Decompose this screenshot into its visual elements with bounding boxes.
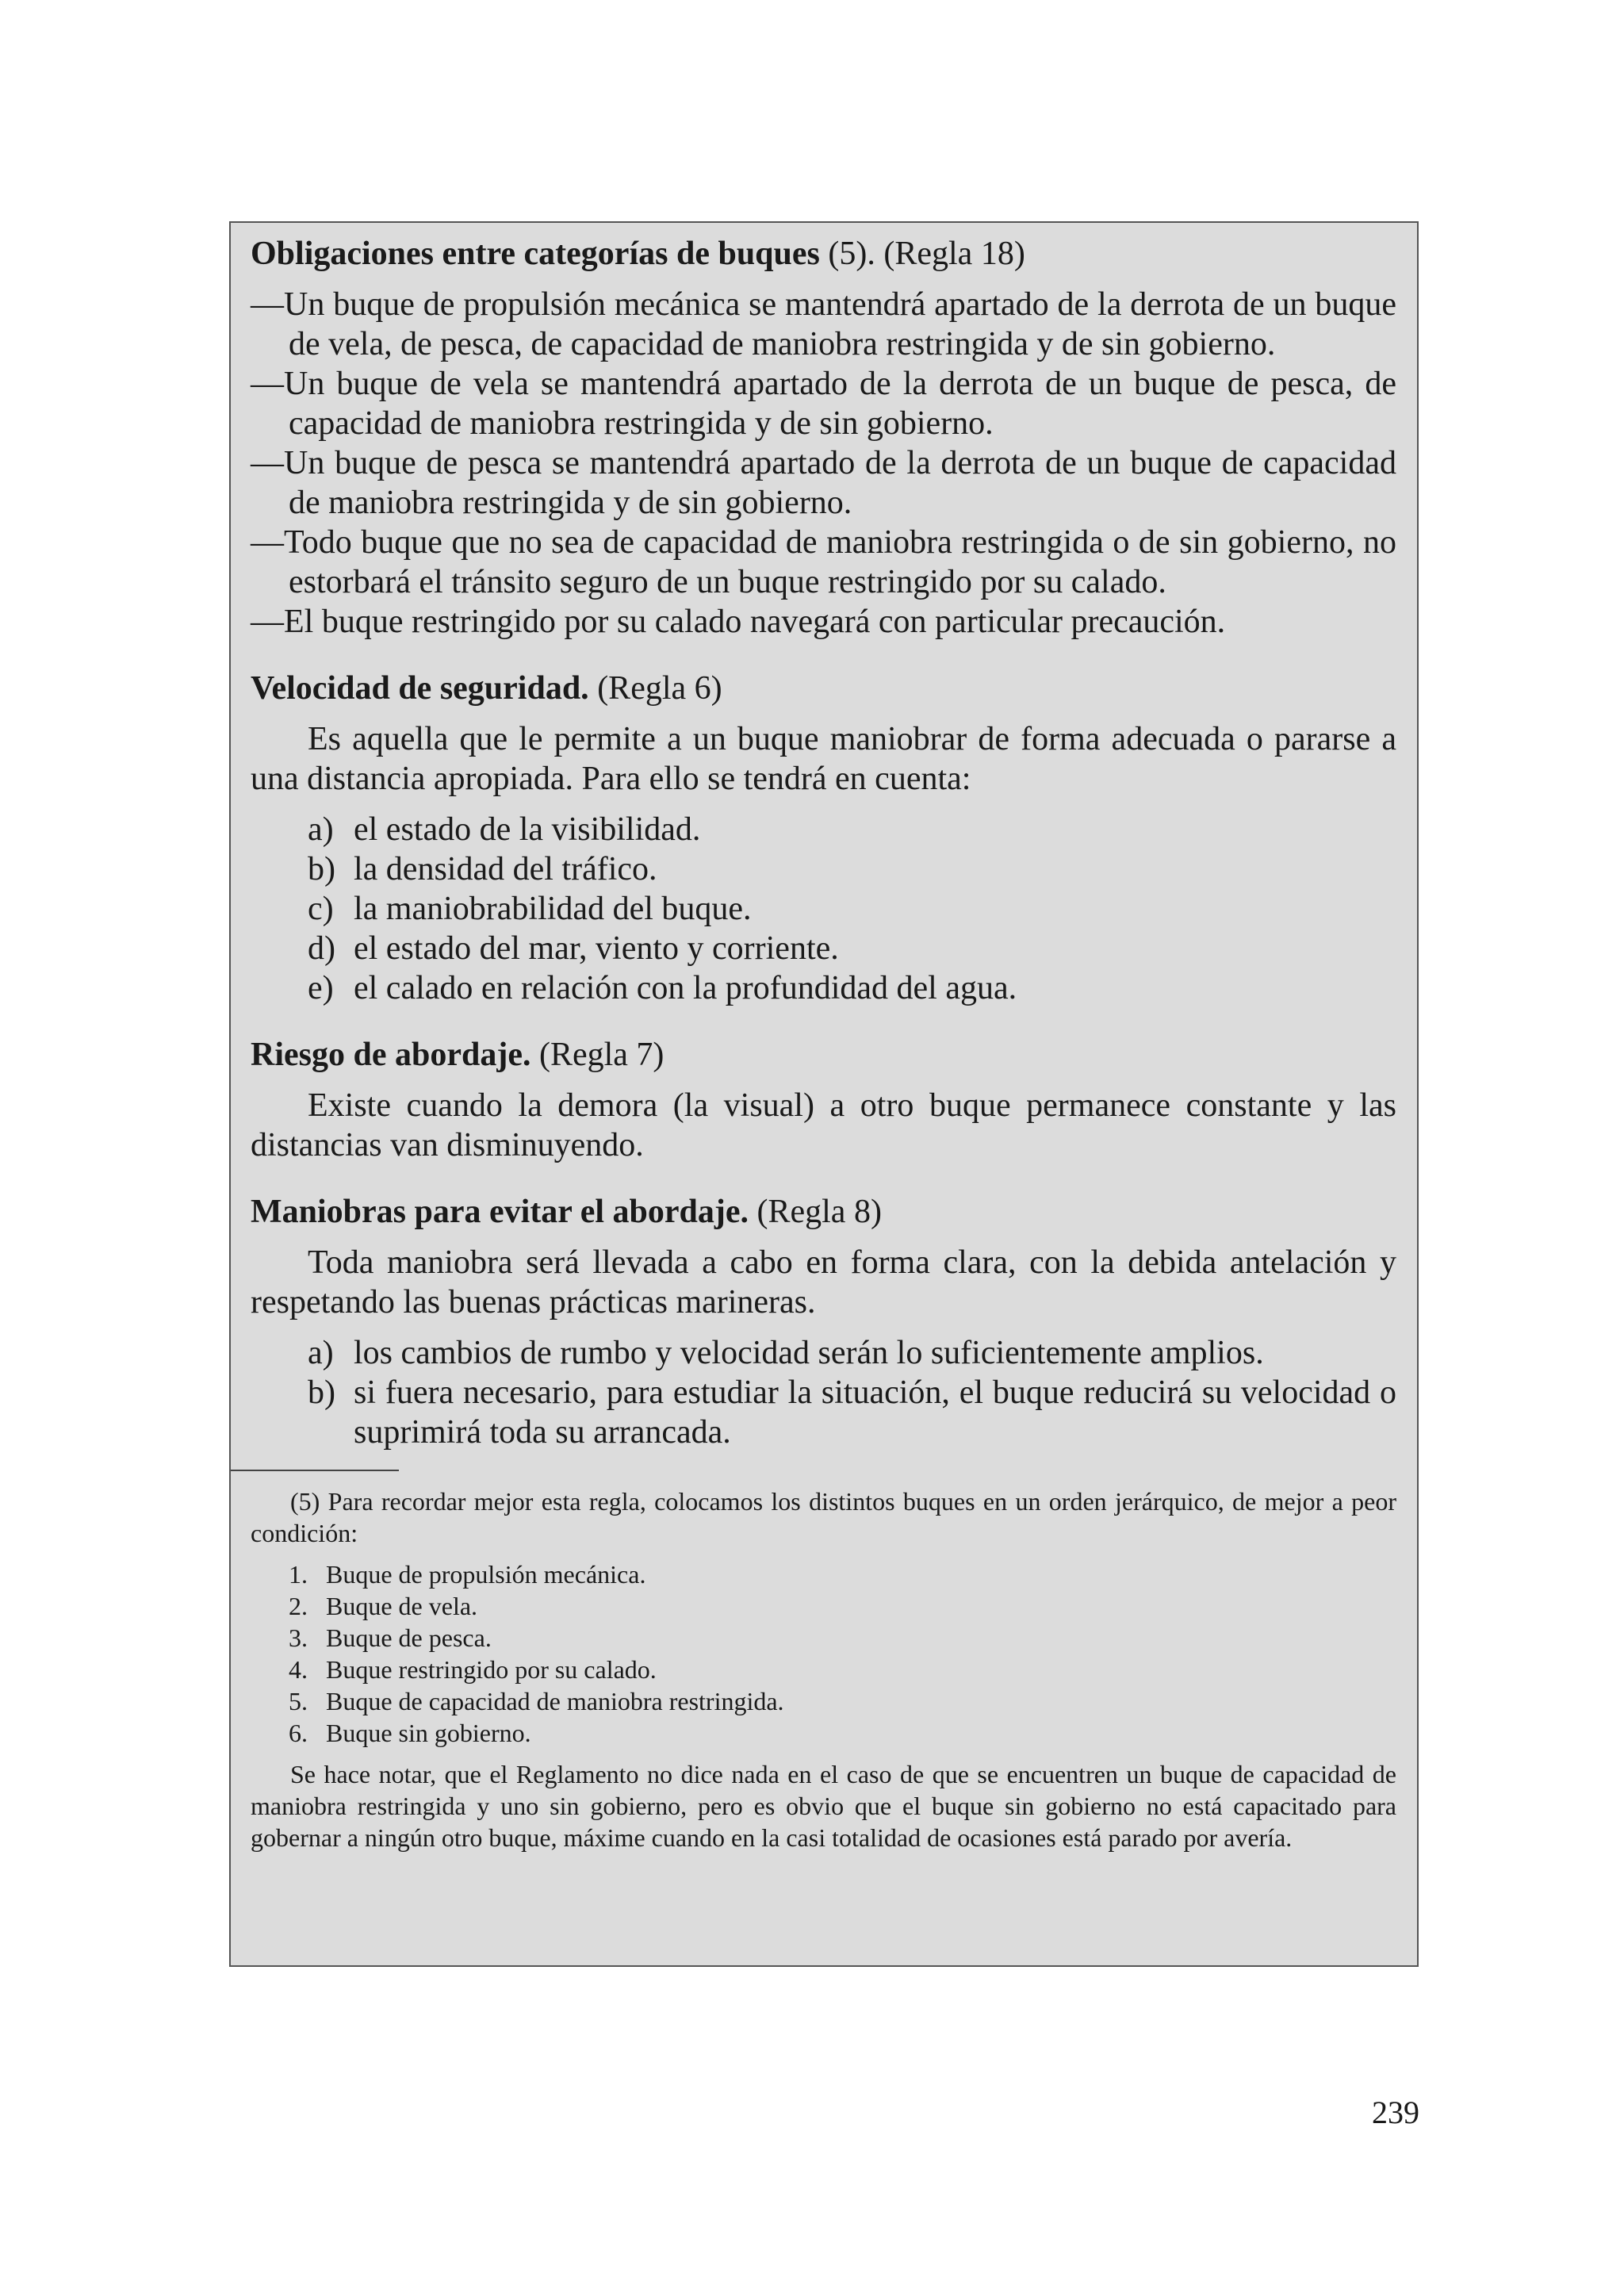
list-item <box>251 1717 1396 1749</box>
content-box <box>229 221 1419 1967</box>
list-item <box>251 810 1396 849</box>
footnote-closing: Se hace notar, que el Reglamento no dice nada en el caso de que se encuentren un buque de capacidad de maniobra restringida y uno sin gobierno, pero es obvio que el buque sin gobierno no está capacitado para gobernar a ningún otro buque, máxime cuando en la casi totalidad de ocasiones está parado por avería. <box>251 1760 1396 1852</box>
list-marker: a) <box>308 811 334 848</box>
list-item <box>251 849 1396 889</box>
list-text: Buque restringido por su calado. <box>326 1655 657 1684</box>
footnote-intro: (5) Para recordar mejor esta regla, colocamos los distintos buques en un orden jerárquico, de mejor a peor condición: <box>251 1487 1396 1547</box>
list-marker: 1. <box>289 1560 308 1589</box>
list-item: —Un buque de pesca se mantendrá apartado de la derrota de un buque de capacidad de maniobra restringida y de sin gobierno. <box>251 445 1396 521</box>
list-text: la densidad del tráfico. <box>354 851 657 887</box>
list-text: si fuera necesario, para estudiar la situación, el buque reducirá su velocidad o suprimirá toda su arrancada. <box>354 1374 1396 1451</box>
section-velocidad <box>251 669 1396 1008</box>
heading-bold: Obligaciones entre categorías de buques <box>251 236 820 272</box>
paragraph: Es aquella que le permite a un buque maniobrar de forma adecuada o pararse a una distancia apropiada. Para ello se tendrá en cuenta: <box>251 721 1396 797</box>
heading-rule-ref: (Regla 8) <box>749 1194 882 1230</box>
page-number: 239 <box>1372 2095 1419 2130</box>
list-item <box>251 1590 1396 1622</box>
list-item <box>251 889 1396 929</box>
list-item <box>251 929 1396 968</box>
footnote <box>251 1485 1396 1853</box>
section-riesgo <box>251 1035 1396 1165</box>
list-text: Buque de capacidad de maniobra restringida. <box>326 1687 784 1715</box>
paragraph: Toda maniobra será llevada a cabo en forma clara, con la debida antelación y respetando las buenas prácticas marineras. <box>251 1244 1396 1320</box>
list-text: Buque sin gobierno. <box>326 1719 531 1747</box>
heading-rule-ref: (5). (Regla 18) <box>819 236 1025 272</box>
list-text: la maniobrabilidad del buque. <box>354 891 752 927</box>
section-heading-riesgo <box>251 1035 1396 1075</box>
list-text: Buque de vela. <box>326 1592 478 1620</box>
list-item <box>251 968 1396 1008</box>
list-item <box>251 1654 1396 1685</box>
list-marker: e) <box>308 970 334 1006</box>
list-text: los cambios de rumbo y velocidad serán lo suficientemente amplios. <box>354 1335 1264 1371</box>
list-item: —Un buque de vela se mantendrá apartado de la derrota de un buque de pesca, de capacidad de maniobra restringida y de sin gobierno. <box>251 366 1396 442</box>
section-heading-obligaciones <box>251 234 1396 274</box>
list-marker: 4. <box>289 1655 308 1684</box>
list-marker: b) <box>308 851 335 887</box>
list-item: —El buque restringido por su calado navegará con particular precaución. <box>251 604 1226 640</box>
list-text: el calado en relación con la profundidad del agua. <box>354 970 1017 1006</box>
heading-rule-ref: (Regla 7) <box>530 1037 665 1073</box>
section-heading-maniobras <box>251 1192 1396 1232</box>
list-item <box>251 1558 1396 1590</box>
list-marker: 6. <box>289 1719 308 1747</box>
heading-bold: Velocidad de seguridad. <box>251 670 589 707</box>
list-item <box>251 1333 1396 1373</box>
main-text <box>251 234 1396 1452</box>
footnote-divider <box>231 1470 399 1471</box>
list-item <box>251 1685 1396 1717</box>
heading-rule-ref: (Regla 6) <box>588 670 722 707</box>
list-item: —Un buque de propulsión mecánica se mantendrá apartado de la derrota de un buque de vela, de pesca, de capacidad de maniobra restringida y de sin gobierno. <box>251 286 1396 362</box>
section-maniobras <box>251 1192 1396 1452</box>
list-text: el estado del mar, viento y corriente. <box>354 930 839 967</box>
list-item <box>251 1373 1396 1452</box>
list-text: Buque de pesca. <box>326 1623 492 1652</box>
list-marker: a) <box>308 1335 334 1371</box>
heading-bold: Riesgo de abordaje. <box>251 1037 531 1073</box>
list-marker: d) <box>308 930 335 967</box>
heading-bold: Maniobras para evitar el abordaje. <box>251 1194 749 1230</box>
list-text: el estado de la visibilidad. <box>354 811 701 848</box>
section-heading-velocidad <box>251 669 1396 708</box>
footnote-ranking-list <box>251 1558 1396 1749</box>
list-item <box>251 1622 1396 1654</box>
list-text: Buque de propulsión mecánica. <box>326 1560 646 1589</box>
list-item: —Todo buque que no sea de capacidad de maniobra restringida o de sin gobierno, no estorbará el tránsito seguro de un buque restringido por su calado. <box>251 524 1396 600</box>
list-marker: c) <box>308 891 334 927</box>
factors-list <box>251 810 1396 1008</box>
list-marker: 5. <box>289 1687 308 1715</box>
obligations-list <box>251 285 1396 642</box>
list-marker: b) <box>308 1374 335 1411</box>
list-marker: 2. <box>289 1592 308 1620</box>
maneuvers-list <box>251 1333 1396 1452</box>
list-marker: 3. <box>289 1623 308 1652</box>
paragraph: Existe cuando la demora (la visual) a otro buque permanece constante y las distancias van disminuyendo. <box>251 1087 1396 1163</box>
